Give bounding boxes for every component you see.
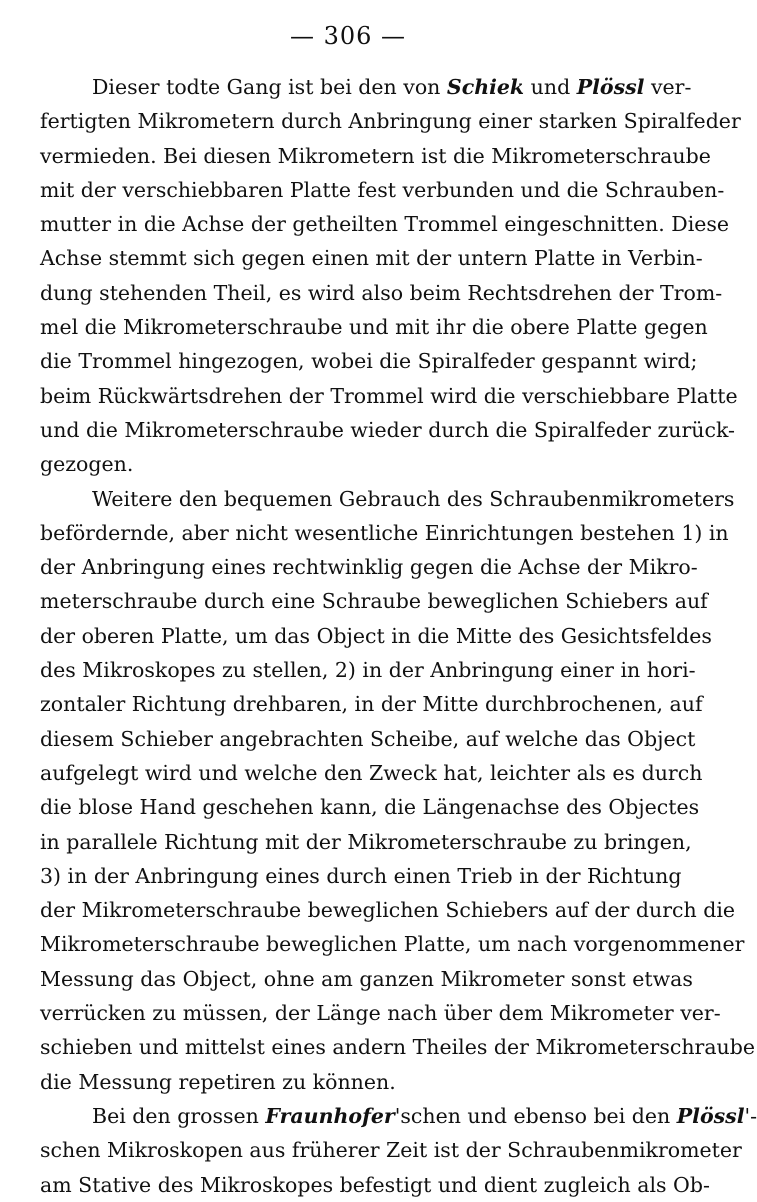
text-run: diesem Schieber angebrachten Scheibe, auf welche das Object [40, 727, 695, 751]
text-line [40, 70, 673, 104]
emphasized-name: Schiek [447, 75, 524, 99]
text-run: Bei den grossen [92, 1104, 265, 1128]
text-run: 'schen und ebenso bei den [395, 1104, 677, 1128]
text-run: aufgelegt wird und welche den Zweck hat, leichter als es durch [40, 761, 702, 785]
text-line [40, 104, 673, 138]
text-line [40, 962, 673, 996]
emphasized-name: Fraunhofer [265, 1104, 394, 1128]
emphasized-name: Plössl [677, 1104, 745, 1128]
page-number-header: — 306 — [0, 22, 696, 50]
text-run: die Messung repetiren zu können. [40, 1070, 396, 1094]
text-run: die Trommel hingezogen, wobei die Spiralfeder gespannt wird; [40, 349, 697, 373]
text-line [40, 653, 673, 687]
text-run: ver- [644, 75, 691, 99]
text-line [40, 584, 673, 618]
text-line [40, 1030, 673, 1064]
emphasized-name: Plössl [577, 75, 645, 99]
text-run: in parallele Richtung mit der Mikrometerschraube zu bringen, [40, 830, 692, 854]
text-line [40, 893, 673, 927]
text-run: mit der verschiebbaren Platte fest verbunden und die Schrauben- [40, 178, 724, 202]
text-run: am Stative des Mikroskopes befestigt und dient zugleich als Ob- [40, 1173, 710, 1197]
body-text [40, 70, 673, 1202]
text-run: Weitere den bequemen Gebrauch des Schraubenmikrometers [92, 487, 734, 511]
text-run: des Mikroskopes zu stellen, 2) in der Anbringung einer in hori- [40, 658, 696, 682]
text-run: beim Rückwärtsdrehen der Trommel wird die verschiebbare Platte [40, 384, 738, 408]
text-run: Messung das Object, ohne am ganzen Mikrometer sonst etwas [40, 967, 693, 991]
text-run: meterschraube durch eine Schraube beweglichen Schiebers auf [40, 589, 708, 613]
text-line [40, 1168, 673, 1202]
text-run: die blose Hand geschehen kann, die Längenachse des Objectes [40, 795, 699, 819]
text-line [40, 344, 673, 378]
text-run: 3) in der Anbringung eines durch einen Trieb in der Richtung [40, 864, 681, 888]
text-line [40, 825, 673, 859]
text-line [40, 790, 673, 824]
text-line [40, 722, 673, 756]
text-line [40, 482, 673, 516]
text-line [40, 207, 673, 241]
text-line [40, 550, 673, 584]
text-run: dung stehenden Theil, es wird also beim Rechtsdrehen der Trom- [40, 281, 722, 305]
text-run: der oberen Platte, um das Object in die Mitte des Gesichtsfeldes [40, 624, 712, 648]
text-run: und [524, 75, 577, 99]
text-run: schen Mikroskopen aus früherer Zeit ist der Schraubenmikrometer [40, 1138, 742, 1162]
text-line [40, 996, 673, 1030]
text-line [40, 379, 673, 413]
text-line [40, 1065, 673, 1099]
text-line [40, 447, 673, 481]
text-line [40, 1099, 673, 1133]
text-run: zontaler Richtung drehbaren, in der Mitte durchbrochenen, auf [40, 692, 703, 716]
text-run: der Anbringung eines rechtwinklig gegen die Achse der Mikro- [40, 555, 698, 579]
text-line [40, 173, 673, 207]
text-line [40, 276, 673, 310]
text-run: vermieden. Bei diesen Mikrometern ist die Mikrometerschraube [40, 144, 711, 168]
text-line [40, 859, 673, 893]
text-line [40, 619, 673, 653]
text-line [40, 756, 673, 790]
text-run: und die Mikrometerschraube wieder durch die Spiralfeder zurück- [40, 418, 735, 442]
text-run: befördernde, aber nicht wesentliche Einrichtungen bestehen 1) in [40, 521, 729, 545]
text-run: der Mikrometerschraube beweglichen Schiebers auf der durch die [40, 898, 735, 922]
text-run: mutter in die Achse der getheilten Trommel eingeschnitten. Diese [40, 212, 729, 236]
text-run: mel die Mikrometerschraube und mit ihr die obere Platte gegen [40, 315, 708, 339]
text-line [40, 241, 673, 275]
text-run: Achse stemmt sich gegen einen mit der untern Platte in Verbin- [40, 246, 703, 270]
text-run: Mikrometerschraube beweglichen Platte, um nach vorgenommener [40, 932, 744, 956]
text-line [40, 1133, 673, 1167]
text-run: schieben und mittelst eines andern Theiles der Mikrometerschraube [40, 1035, 755, 1059]
text-run: verrücken zu müssen, der Länge nach über dem Mikrometer ver- [40, 1001, 721, 1025]
text-run: '- [745, 1104, 757, 1128]
text-run: gezogen. [40, 452, 133, 476]
text-line [40, 413, 673, 447]
text-line [40, 927, 673, 961]
text-run: Dieser todte Gang ist bei den von [92, 75, 447, 99]
text-line [40, 310, 673, 344]
text-line [40, 687, 673, 721]
text-run: fertigten Mikrometern durch Anbringung einer starken Spiralfeder [40, 109, 741, 133]
text-line [40, 516, 673, 550]
text-line [40, 139, 673, 173]
